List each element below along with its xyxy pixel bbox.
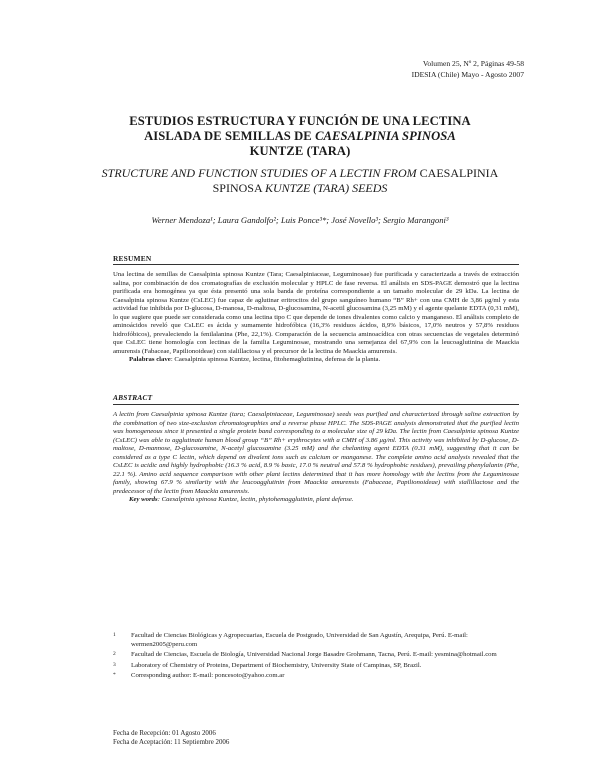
footnote-text: Laboratory of Chemistry of Proteins, Department of Biochemistry, University State of Campinas, SP, Brazil.: [131, 661, 422, 669]
footnote-mark: 2: [113, 651, 116, 658]
title-en-line2: [90, 181, 510, 196]
footnote-1: [113, 632, 519, 649]
resumen-keywords: [113, 356, 519, 365]
footnote-mark: *: [113, 672, 116, 679]
resumen-divider: [113, 264, 519, 265]
abstract-text: A lectin from Caesalpinia spinosa Kuntze (tara; Caesalpiniaceae, Leguminosae) seeds was purified and characterized through saline extraction by the combination of two size-exclusion chromatographies and a reverse phase HPLC. The SDS-PAGE analysis demonstrated that the purified lectin was homogeneous since it presented a single protein band corresponding to a molecular size of 29 kDa. The lectin from Caesalpinia spinosa Kuntze (CsLEC) was able to agglutinate human blood group “B” Rh+ erythrocytes with a CMH of 3.86 μg/ml. This activity was inhibited by D-glucose, D-maltose, D-mannose, D-glucosamine, N-acetyl glucosamine (3.25 mM) and the chelanting agent EDTA (0.31 mM), suggesting that it can be considered as a type C lectin, which depend on divalent ions such as calcium or manganese. The complete amino acid analysis revealed that the CsLEC is acidic and highly hydrophobic (16.3 % acid, 8.9 % basic, 17.0 % neutral and 57.8 % hydrophobic residues), prevailing phenylalanin (Phe, 22.1 %). Amino acid sequence comparison with other plant lectins determined that it has more homology with the lectins from the Leguminosae family, showing 67.9 % similarity with the leucoagglutinin from Maackia amurensis (Fabaceae, Papilionoideae) with siallillactose and the predecessor of the lectin from Maackia amurensis.: [113, 411, 519, 495]
submission-dates: [113, 729, 229, 748]
resumen-text: Una lectina de semillas de Caesalpinia spinosa Kuntze (Tara; Caesalpiniaceae, Leguminosae) fue purificada y caracterizada a través de extracción salina, por combinación de dos cromatografías de exclusión molecular y HPLC de fase reversa. El análisis en SDS-PAGE demostró que la lectina purificada era homogénea ya que ésta presentó una sola banda de proteína correspondiente a un tamaño molecular de 29 kDa. La lectina de Caesalpinia spinosa Kuntze (CsLEC) fue capaz de aglutinar eritrocitos del grupo sanguíneo humano “B” Rh+ con una CMH de 3,86 μg/ml y esta actividad fue inhibida por D-glucosa, D-manosa, D-maltosa, D-glucosamina, N-acetil glucosamina (3,25 mM) y el agente quelante EDTA (0,31 mM), lo que sugiere que puede ser considerada como una lectina tipo C que depende de iones divalentes como calcio y manganeso. El análisis completo de aminoácidos reveló que CsLEC es ácida y sumamente hidrofóbica (16,3% residuos ácidos, 8,9% básicos, 17,0% neutros y 57,8% residuos hidrofóbicos), prevaleciendo la fenilalanina (Phe, 22,1%). Comparación de la secuencia aminoacídica con otras secuencias de vegetales determinó que CsLEC tiene homología con lectinas de la familia Leguminosae, mostrando una semejanza del 67,9% con la leucoaglutinina de Maackia amurensis (Fabaceae, Papilionoideae) con sialillactosa y el precursor de la lectina de Maackia amurensis.: [113, 271, 519, 355]
footnote-text: Facultad de Ciencias Biológicas y Agropecuarias, Escuela de Postgrado, Universidad de San Agustín, Arequipa, Perú. E-mail: wermen2005@peru.com: [131, 632, 468, 648]
resumen-keywords-label: Palabras clave: [129, 356, 171, 364]
title-es-species: CAESALPINIA SPINOSA: [315, 129, 456, 143]
title-es-line2: [90, 129, 510, 144]
resumen-body: [113, 271, 519, 365]
resumen-heading: RESUMEN: [113, 254, 152, 263]
title-english: [90, 166, 510, 195]
footnote-text: Corresponding author: E-mail: poncesoto@yahoo.com.ar: [131, 672, 285, 680]
title-en-species: SPINOSA: [212, 180, 265, 195]
abstract-keywords-text: : Caesalpinia spinosa Kuntze, lectin, phytohemagglutinin, plant defense.: [157, 496, 354, 504]
footnote-mark: 1: [113, 632, 116, 638]
abstract-heading: ABSTRACT: [113, 393, 153, 402]
abstract-divider: [113, 404, 519, 405]
title-en-line1: [90, 166, 510, 181]
abstract-body: [113, 411, 519, 505]
title-spanish: [90, 114, 510, 159]
footnote-mark: 3: [113, 661, 116, 668]
title-en-line2-b: KUNTZE (TARA) SEEDS: [264, 180, 388, 195]
abstract-keywords: [113, 496, 519, 505]
journal-volume: Volumen 25, Nº 2, Páginas 49-58: [422, 59, 524, 68]
footnote-2: [113, 651, 519, 660]
journal-issue: IDESIA (Chile) Mayo - Agosto 2007: [411, 70, 524, 79]
resumen-keywords-text: : Caesalpinia spinosa Kuntze, lectina, fitohemaglutinina, defensa de la planta.: [170, 356, 381, 364]
author-list: Werner Mendoza¹; Laura Gandolfo²; Luis Ponce³*; José Novello³; Sergio Marangoni³: [151, 215, 449, 225]
title-en-line1-a: STRUCTURE AND FUNCTION STUDIES OF A LECTIN FROM: [101, 166, 420, 180]
title-es-line3: KUNTZE (TARA): [249, 144, 351, 158]
received-date: Fecha de Recepción: 01 Agosto 2006: [113, 730, 216, 737]
footnotes: [113, 632, 519, 683]
title-en-genus: CAESALPINIA: [419, 166, 499, 180]
abstract-keywords-label: Key words: [129, 496, 158, 504]
footnote-3: [113, 662, 519, 671]
footnote-corresponding: [113, 672, 519, 681]
accepted-date: Fecha de Aceptación: 11 Septiembre 2006: [113, 739, 230, 747]
footnote-text: Facultad de Ciencias, Escuela de Biología, Universidad Nacional Jorge Basadre Grohmann, Tacna, Perú. E-mail: yesmina@hotmail.com: [131, 651, 497, 659]
title-es-line1: ESTUDIOS ESTRUCTURA Y FUNCIÓN DE UNA LECTINA: [129, 114, 471, 128]
title-es-line2-a: AISLADA DE SEMILLAS DE: [144, 129, 316, 143]
journal-header: [412, 58, 524, 80]
